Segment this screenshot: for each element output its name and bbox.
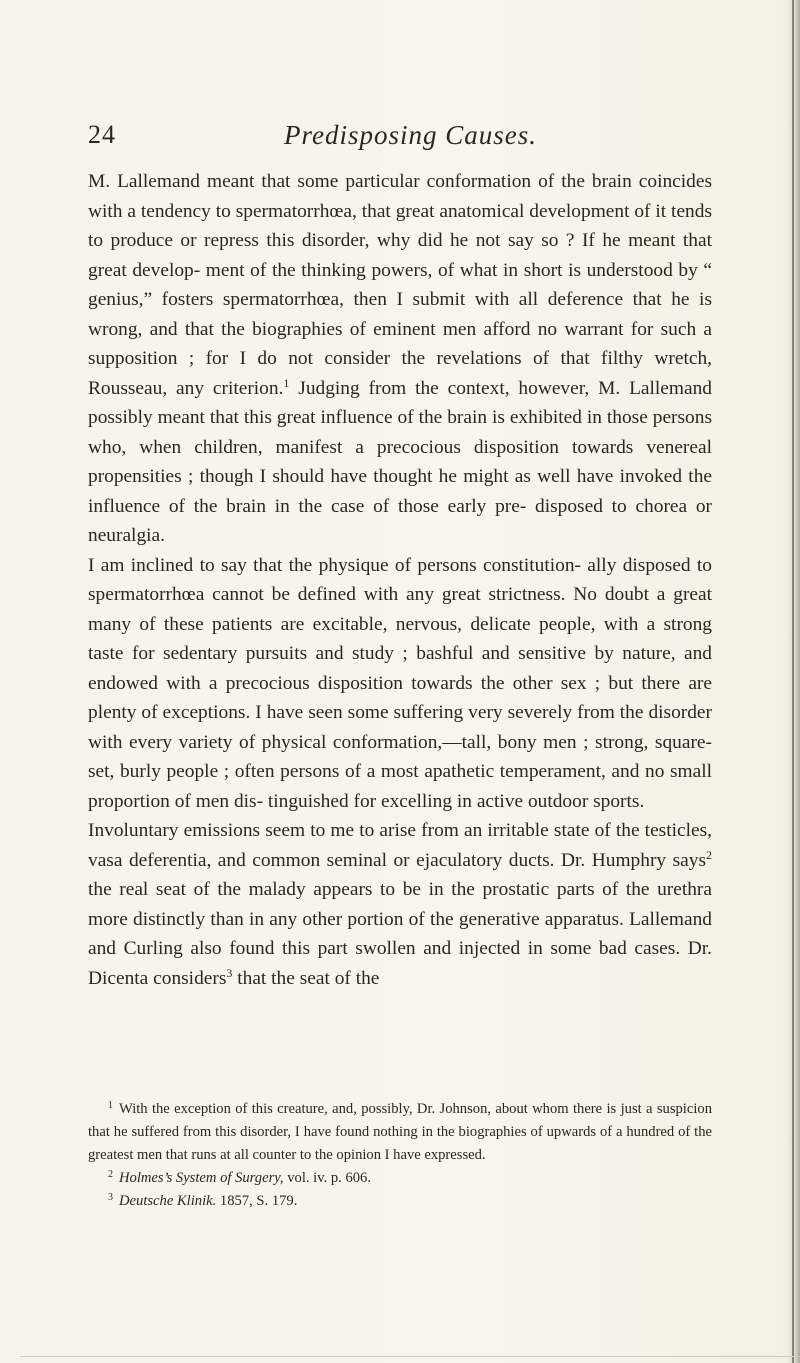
page-number: 24 [88,120,116,149]
footnote [88,1190,712,1213]
footnote-text: vol. iv. p. 606. [283,1170,372,1186]
footnote-text: With the exception of this creature, and, possibly, Dr. Johnson, about whom there is just a suspicion that he suffered from this disorder, I have found nothing in the biographies of upwards of a hundred of the greatest men that runs at all counter to the opinion I have expressed. [88,1101,712,1163]
footnote-reference: 2 [706,847,712,862]
footnote-text: 1857, S. 179. [216,1193,298,1209]
page-bottom-rule [20,1356,800,1357]
footnote-citation-title: Deutsche Klinik. [119,1193,217,1209]
footnote-reference: 3 [226,965,233,980]
page-header [88,120,712,154]
paragraph-text: I am inclined to say that the physique of persons constitution- ally disposed to spermatorrhœa cannot be defined with any great strictness. No doubt a great many of these patients are excitable, nervous, delicate people, with a strong taste for sedentary pursuits and study ; bashful and sensitive by nature, and endowed with a precocious disposition towards the other sex ; but there are plenty of exceptions. I have seen some suffering very severely from the disorder with every variety of physical conformation,—tall, bony men ; strong, square-set, burly people ; often persons of a most apathetic temperament, and no small proportion of men dis- tinguished for excelling in active outdoor sports. [88,554,712,812]
paragraph [88,167,712,551]
paragraph-text: the real seat of the malady appears to be in the prostatic parts of the urethra more distinctly than in any other portion of the generative apparatus. Lallemand and Curling also found this part swollen and injected in some bad cases. Dr. Dicenta considers [88,879,712,989]
paragraph [88,551,712,817]
footnote [88,1167,712,1190]
paragraph-text: Involuntary emissions seem to me to arise from an irritable state of the testicles, vasa deferentia, and common seminal or ejaculatory ducts. Dr. Humphry says [88,820,712,871]
running-head: Predisposing Causes. [284,120,538,150]
paragraph [88,816,712,993]
footnotes [88,1098,712,1213]
paragraph-text: that the seat of the [232,967,380,989]
paragraph-text: M. Lallemand meant that some particular conformation of the brain coincides with a tendency to spermatorrhœa, that great anatomical development of it tends to produce or repress this disorder, why did he not say so ? If he meant that great develop- ment of the thinking powers, of what in short is understood by “ genius,” fosters spermatorrhœa, then I submit with all deference that he is wrong, and that the biographies of eminent men afford no warrant for such a supposition ; for I do not consider the revelations of that filthy wretch, Rousseau, any criterion. [88,171,712,399]
footnote-reference: 1 [283,375,290,390]
body-text [88,167,712,993]
footnote-mark: 2 [108,1169,113,1180]
footnote-citation-title: Holmes’s System of Surgery, [119,1170,284,1186]
paragraph-text: Judging from the context, however, M. Lallemand possibly meant that this great influence of the brain is exhibited in those persons who, when children, manifest a precocious disposition towards venereal propensities ; though I should have thought he might as well have invoked the influence of the brain in the case of those early pre- disposed to chorea or neuralgia. [88,377,712,546]
footnote [88,1098,712,1167]
page-edge-line [792,0,794,1363]
footnote-mark: 1 [108,1100,113,1111]
footnote-mark: 3 [108,1192,113,1203]
